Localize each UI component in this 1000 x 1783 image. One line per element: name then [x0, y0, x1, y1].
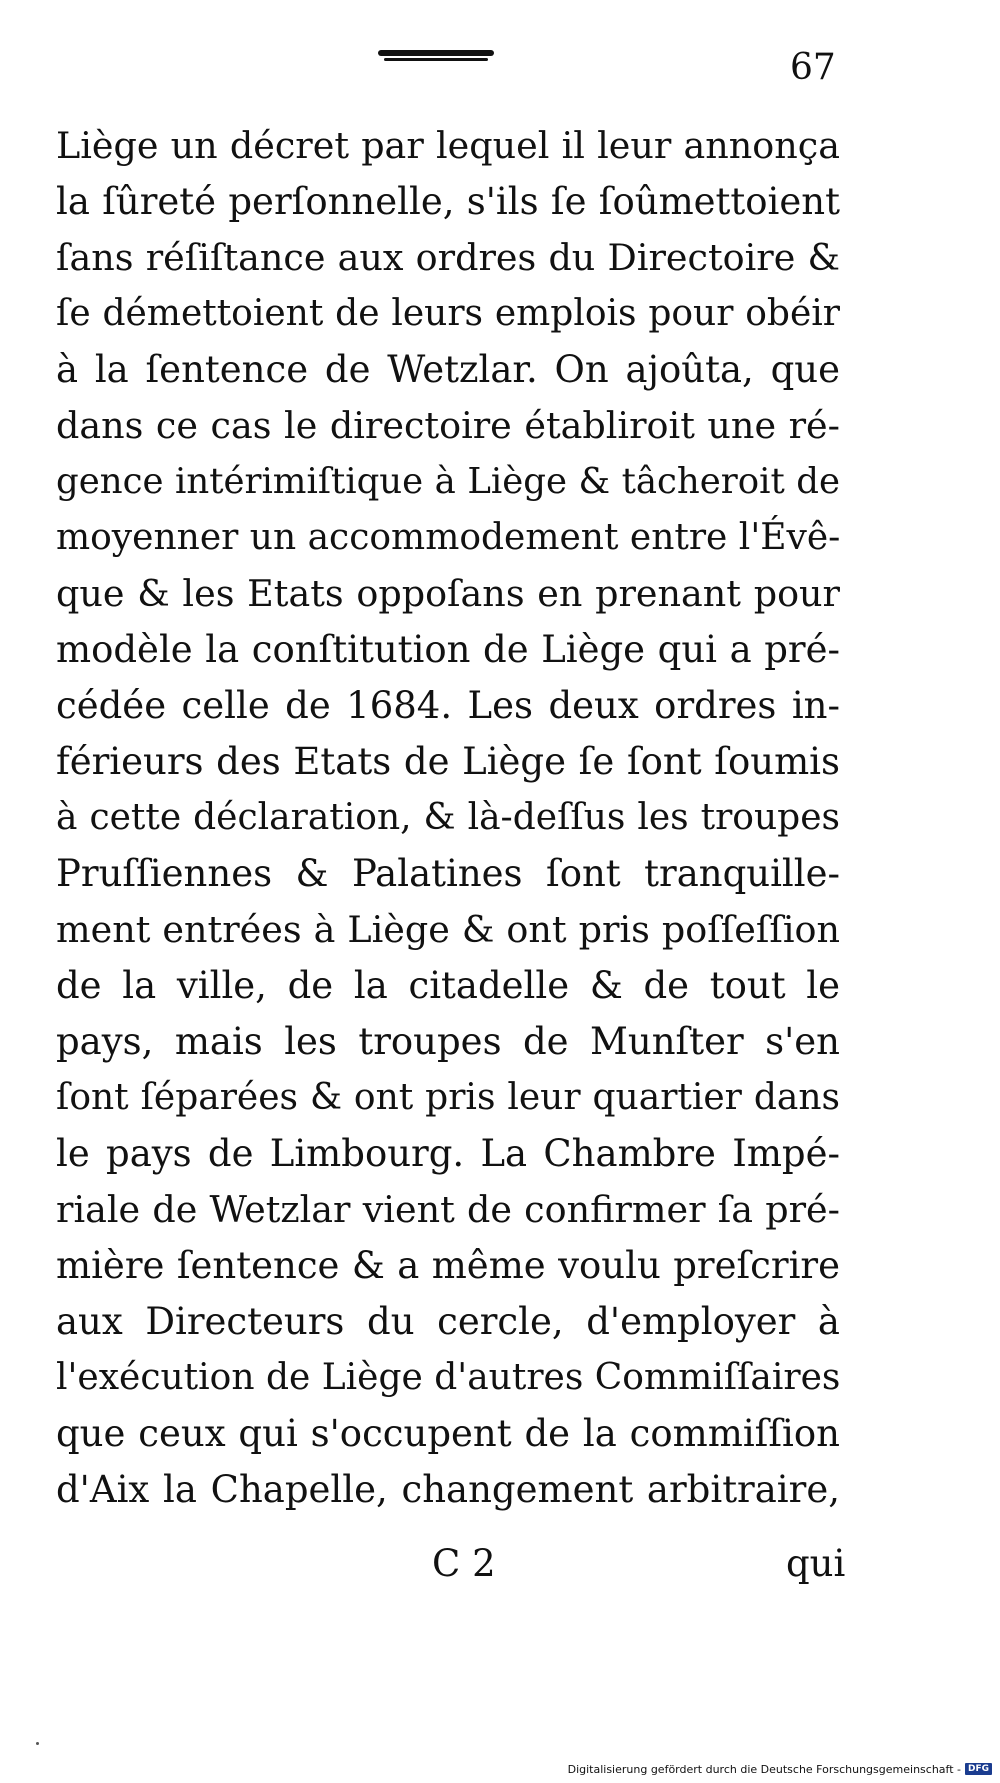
digitization-credit [568, 1761, 992, 1777]
text-line: à cette déclaration, & là-deſſus les troupes [56, 797, 840, 838]
text-line: Liège un décret par lequel il leur annonça [56, 124, 840, 167]
text-line: moyenner un accommodement entre l'Évê- [56, 517, 841, 558]
text-line: que ceux qui s'occupent de la commiſſion [56, 1412, 840, 1455]
text-line: d'Aix la Chapelle, changement arbitraire, [56, 1468, 840, 1511]
text-line: mière ſentence & a même voulu preſcrire [56, 1244, 840, 1287]
text-line: dans ce cas le directoire établiroit une ré- [56, 404, 840, 447]
text-line: à la ſentence de Wetzlar. On ajoûta, que [56, 348, 840, 391]
body-text [56, 118, 840, 1518]
text-line: Pruſſiennes & Palatines ſont tranquille- [56, 852, 840, 895]
text-line: cédée celle de 1684. Les deux ordres in- [56, 684, 840, 727]
text-line: ſe démettoient de leurs emplois pour obéir [56, 293, 840, 334]
text-line: l'exécution de Liège d'autres Commiſſaires [56, 1357, 841, 1398]
text-line: pays, mais les troupes de Munſter s'en [56, 1020, 840, 1063]
text-line: que & les Etats oppoſans en prenant pour [56, 572, 840, 615]
text-line: aux Directeurs du cercle, d'employer à [56, 1300, 840, 1343]
text-line: riale de Wetzlar vient de confirmer ſa pré- [56, 1188, 840, 1231]
text-line: ment entrées à Liège & ont pris poſſeſſion [56, 908, 840, 951]
header-ornament-rule [378, 50, 494, 62]
page-number: 67 [790, 47, 836, 88]
text-line: la ſûreté perſonnelle, s'ils ſe ſoûmettoient [56, 180, 840, 223]
dfg-logo: DFG [965, 1763, 992, 1775]
signature-mark: C 2 [432, 1542, 496, 1585]
text-line: ſont ſéparées & ont pris leur quartier dans [56, 1077, 840, 1118]
text-line: de la ville, de la citadelle & de tout le [56, 964, 840, 1007]
text-line: ſans réſiſtance aux ordres du Directoire & [56, 236, 840, 279]
text-line: férieurs des Etats de Liège ſe ſont ſoumis [56, 740, 840, 783]
text-line: modèle la conſtitution de Liège qui a pré- [56, 628, 840, 671]
scan-speck [36, 1742, 39, 1745]
catchword: qui [786, 1542, 846, 1585]
digitization-note: Digitalisierung gefördert durch die Deutsche Forschungsgemeinschaft - [567, 1762, 961, 1776]
text-line: le pays de Limbourg. La Chambre Impé- [56, 1132, 840, 1175]
header-rule-top [378, 50, 494, 56]
text-line: gence intérimiſtique à Liège & tâcheroit de [56, 461, 840, 502]
header-rule-bottom [384, 58, 488, 61]
